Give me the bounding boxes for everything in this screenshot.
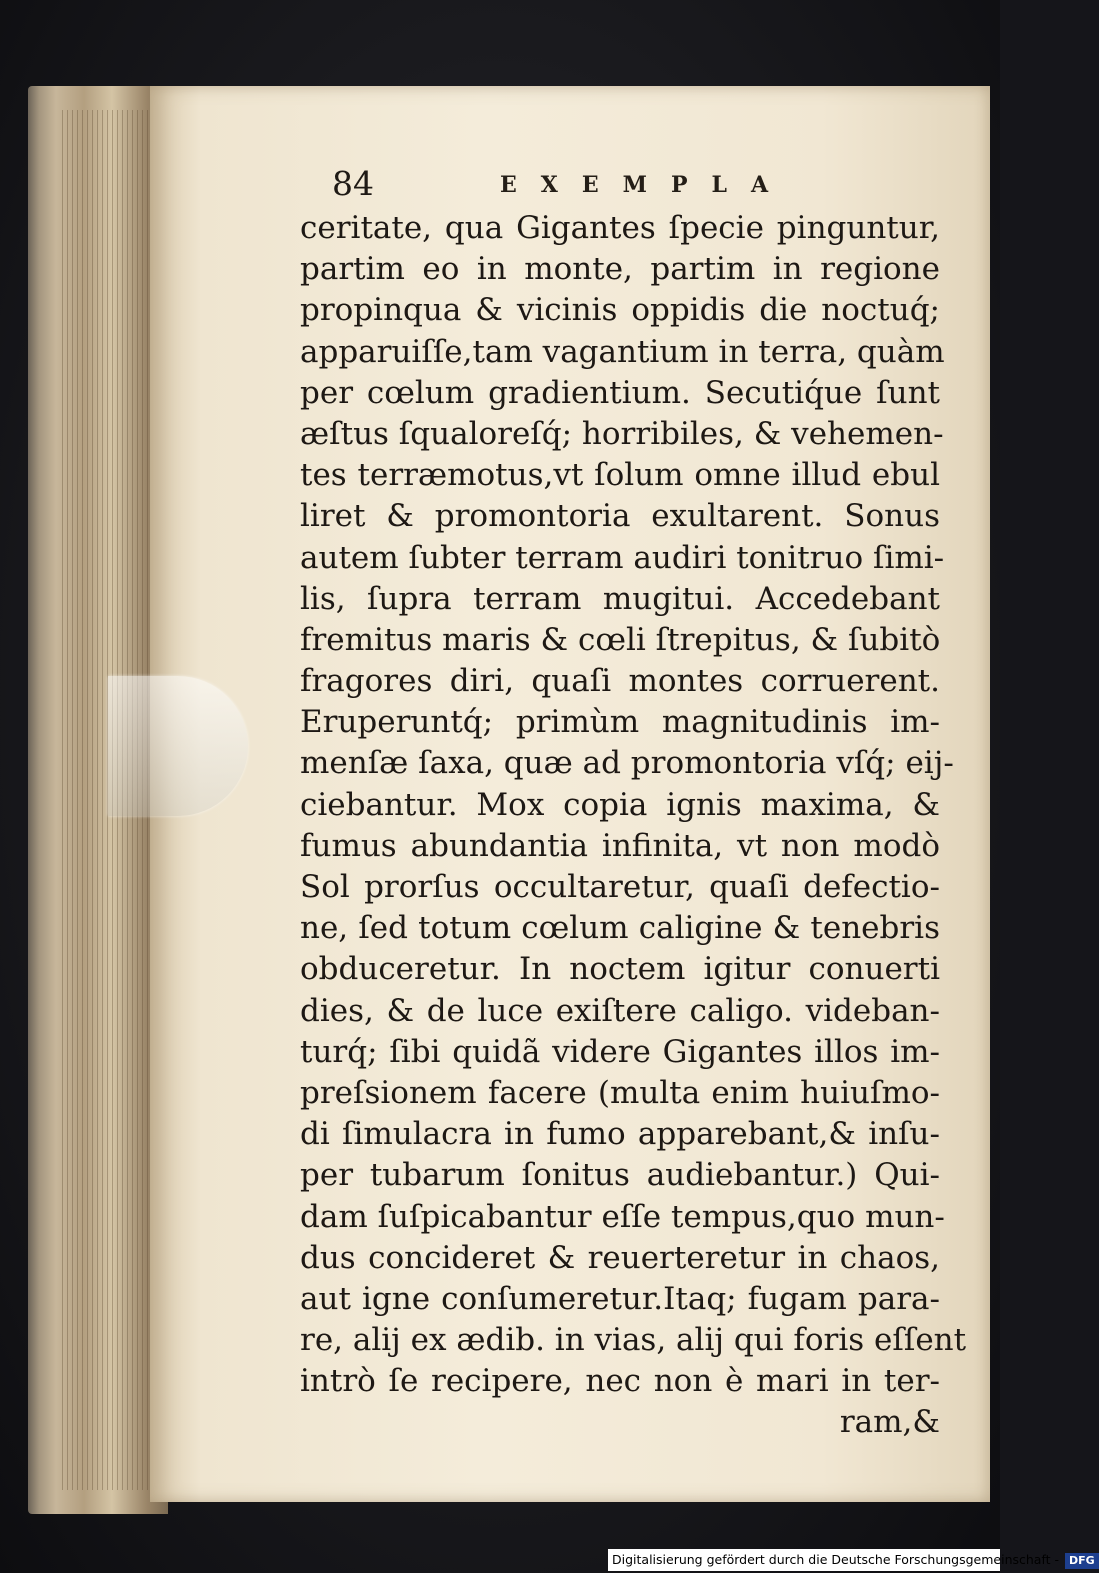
text-line: æſtus ſqualoreſq́; horribiles, & vehemen- xyxy=(300,415,944,452)
text-line: dus concideret & reuerteretur in chaos, xyxy=(300,1239,940,1276)
text-line: fumus abundantia infinita, vt non modò xyxy=(300,827,940,864)
text-line: per cœlum gradientium. Secutiq́ue ſunt xyxy=(300,374,940,411)
text-line: menſæ ſaxa, quæ ad promontoria vſq́; eij- xyxy=(300,745,954,782)
text-line: fremitus maris & cœli ſtrepitus, & ſubitò xyxy=(300,621,941,658)
text-line: turq́; ſibi quidã videre Gigantes illos im- xyxy=(300,1033,940,1070)
text-line: preſsionem facere (multa enim huiuſmo- xyxy=(300,1074,940,1111)
text-line: dies, & de luce exiſtere caligo. videban- xyxy=(300,992,940,1029)
running-title: EXEMPLA xyxy=(500,172,793,198)
text-line: liret & promontoria exultarent. Sonus xyxy=(300,498,940,535)
text-line: partim eo in monte, partim in regione xyxy=(300,251,940,288)
text-line: tes terræmotus,vt ſolum omne illud ebul xyxy=(300,457,940,494)
text-line: ciebantur. Mox copia ignis maxima, & xyxy=(300,786,940,823)
page-clip xyxy=(108,676,248,816)
text-line: dam ſuſpicabantur eſſe tempus,quo mun- xyxy=(300,1198,945,1235)
text-line: di ſimulacra in fumo apparebant,& inſu- xyxy=(300,1116,940,1153)
text-line: ceritate, qua Gigantes ſpecie pinguntur, xyxy=(300,210,940,246)
body-text xyxy=(300,208,967,1444)
text-line: per tubarum ſonitus audiebantur.) Qui- xyxy=(300,1157,940,1194)
text-line: Sol prorſus occultaretur, quaſi defectio- xyxy=(300,869,940,905)
text-line: aut igne conſumeretur.Itaq; fugam para- xyxy=(300,1280,940,1317)
text-line: propinqua & vicinis oppidis die noctuq́; xyxy=(300,292,940,329)
dfg-logo: DFG xyxy=(1065,1553,1099,1569)
text-line: Eruperuntq́; primùm magnitudinis im- xyxy=(300,704,940,741)
credit-text: Digitalisierung gefördert durch die Deutsche Forschungsgemeinschaft - xyxy=(612,1552,1060,1567)
text-line: ne, ſed totum cœlum caligine & tenebris xyxy=(300,910,940,947)
catchword: ram,& xyxy=(839,1404,940,1441)
digitization-credit xyxy=(608,1549,1095,1571)
text-line: autem ſubter terram audiri tonitruo ſimi- xyxy=(300,539,945,576)
text-line: intrò ſe recipere, nec non è mari in ter- xyxy=(300,1363,940,1400)
page-number: 84 xyxy=(332,164,374,203)
text-line: re, alij ex ædib. in vias, alij qui foris eſſent xyxy=(300,1322,967,1359)
text-line: fragores diri, quaſi montes corruerent. xyxy=(300,663,940,700)
text-line: apparuiſſe,tam vagantium in terra, quàm xyxy=(300,333,945,370)
page-header xyxy=(332,162,932,206)
text-line: lis, ſupra terram mugitui. Accedebant xyxy=(300,580,940,617)
text-line: obduceretur. In noctem igitur conuerti xyxy=(300,951,940,988)
